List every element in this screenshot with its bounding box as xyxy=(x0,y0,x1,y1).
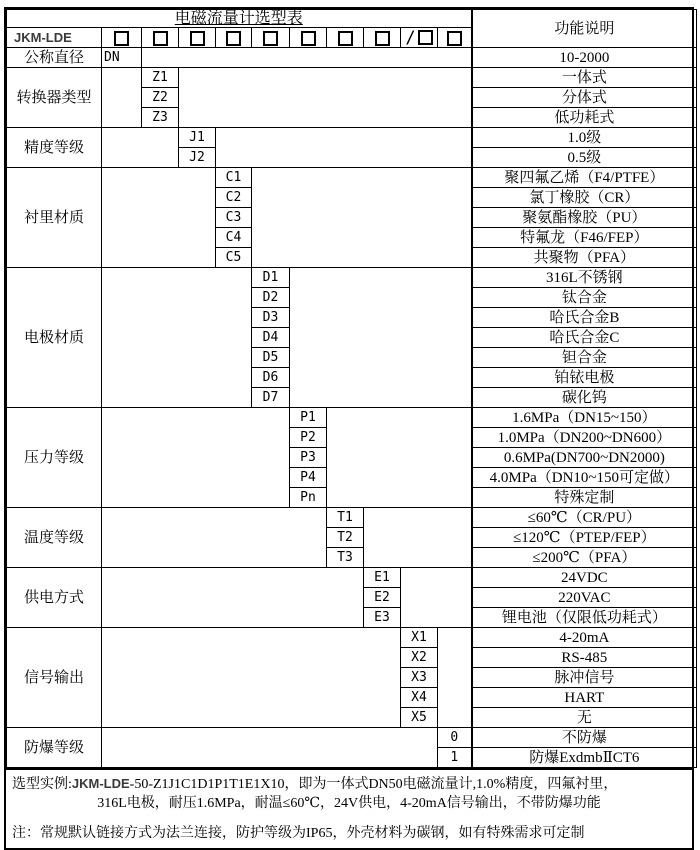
code-x1: X1 xyxy=(401,628,438,648)
desc-e1: 24VDC xyxy=(472,568,697,588)
code-x4: X4 xyxy=(401,688,438,708)
spacer-cell xyxy=(401,568,472,628)
code-d3: D3 xyxy=(252,308,290,328)
category-power-supply: 供电方式 xyxy=(7,568,102,628)
desc-t1: ≤60℃（CR/PU） xyxy=(472,508,697,528)
code-t3: T3 xyxy=(327,548,364,568)
desc-t3: ≤200℃（PFA） xyxy=(472,548,697,568)
selection-table xyxy=(6,9,697,768)
spacer-cell xyxy=(102,168,216,268)
spacer-cell xyxy=(102,128,179,168)
spacer-cell xyxy=(216,128,472,168)
spacer-cell xyxy=(102,628,401,728)
code-p2: P2 xyxy=(290,428,327,448)
desc-d6: 铂铱电极 xyxy=(472,368,697,388)
desc-e3: 锂电池（仅限低功耗式） xyxy=(472,608,697,628)
spacer-cell xyxy=(252,168,472,268)
spacer-cell xyxy=(364,508,472,568)
spacer-cell xyxy=(102,68,142,128)
category-nominal-diameter: 公称直径 xyxy=(7,48,102,68)
model-checkbox-cell-2[interactable] xyxy=(142,28,179,48)
code-z3: Z3 xyxy=(142,108,179,128)
desc-d1: 316L不锈钢 xyxy=(472,268,697,288)
desc-e2: 220VAC xyxy=(472,588,697,608)
spacer-cell xyxy=(102,508,327,568)
code-c5: C5 xyxy=(216,248,252,268)
desc-c2: 氯丁橡胶（CR） xyxy=(472,188,697,208)
desc-z2: 分体式 xyxy=(472,88,697,108)
slash-separator: / xyxy=(405,27,416,48)
selection-sheet xyxy=(4,7,694,850)
desc-ex1: 防爆ExdmbⅡCT6 xyxy=(472,748,697,768)
spacer-cell xyxy=(102,408,290,508)
desc-d5: 钽合金 xyxy=(472,348,697,368)
desc-x1: 4-20mA xyxy=(472,628,697,648)
code-j1: J1 xyxy=(179,128,216,148)
desc-p1: 1.6MPa（DN15~150） xyxy=(472,408,697,428)
code-d5: D5 xyxy=(252,348,290,368)
desc-d4: 哈氏合金C xyxy=(472,328,697,348)
code-t2: T2 xyxy=(327,528,364,548)
desc-x5: 无 xyxy=(472,708,697,728)
checkbox-icon xyxy=(263,31,278,46)
example-model-code: JKM-LDE xyxy=(71,776,130,791)
category-accuracy-class: 精度等级 xyxy=(7,128,102,168)
code-c1: C1 xyxy=(216,168,252,188)
code-z2: Z2 xyxy=(142,88,179,108)
desc-x2: RS-485 xyxy=(472,648,697,668)
code-e2: E2 xyxy=(364,588,401,608)
spacer-cell xyxy=(102,268,252,408)
model-checkbox-cell-8[interactable] xyxy=(364,28,401,48)
category-converter-type: 转换器类型 xyxy=(7,68,102,128)
code-x3: X3 xyxy=(401,668,438,688)
desc-p4: 4.0MPa（DN10~150可定做） xyxy=(472,468,697,488)
category-temperature-rating: 温度等级 xyxy=(7,508,102,568)
desc-d3: 哈氏合金B xyxy=(472,308,697,328)
desc-c1: 聚四氟乙烯（F4/PTFE） xyxy=(472,168,697,188)
model-checkbox-cell-5[interactable] xyxy=(252,28,290,48)
checkbox-icon xyxy=(153,31,168,46)
checkbox-icon xyxy=(338,31,353,46)
spacer-cell xyxy=(438,628,472,728)
spacer-cell xyxy=(142,48,472,68)
footer-notes xyxy=(6,768,692,848)
code-p1: P1 xyxy=(290,408,327,428)
category-electrode-material: 电极材质 xyxy=(7,268,102,408)
model-checkbox-cell-9[interactable] xyxy=(401,28,438,48)
note-line: 注：常规默认链接方式为法兰连接，防护等级为IP65，外壳材料为碳钢，如有特殊需求可定制 xyxy=(12,826,585,841)
checkbox-icon xyxy=(301,31,316,46)
model-checkbox-cell-4[interactable] xyxy=(216,28,252,48)
checkbox-icon xyxy=(226,31,241,46)
spacer-cell xyxy=(102,568,364,628)
example-label: 选型实例: xyxy=(12,777,72,792)
code-z1: Z1 xyxy=(142,68,179,88)
desc-t2: ≤120℃（PTEP/FEP） xyxy=(472,528,697,548)
code-e1: E1 xyxy=(364,568,401,588)
desc-c5: 共聚物（PFA） xyxy=(472,248,697,268)
code-t1: T1 xyxy=(327,508,364,528)
code-d4: D4 xyxy=(252,328,290,348)
desc-dn: 10-2000 xyxy=(472,48,697,68)
code-ex0: 0 xyxy=(438,728,472,748)
desc-x4: HART xyxy=(472,688,697,708)
code-d6: D6 xyxy=(252,368,290,388)
desc-d2: 钛合金 xyxy=(472,288,697,308)
desc-z3: 低功耗式 xyxy=(472,108,697,128)
model-prefix: JKM-LDE xyxy=(7,28,102,48)
category-lining-material: 衬里材质 xyxy=(7,168,102,268)
code-x2: X2 xyxy=(401,648,438,668)
page-title: 电磁流量计选型表 xyxy=(7,10,472,28)
code-x5: X5 xyxy=(401,708,438,728)
desc-p3: 0.6MPa(DN700~DN2000) xyxy=(472,448,697,468)
spacer-cell xyxy=(327,408,472,508)
code-c4: C4 xyxy=(216,228,252,248)
desc-z1: 一体式 xyxy=(472,68,697,88)
desc-c4: 特氟龙（F46/FEP） xyxy=(472,228,697,248)
checkbox-icon xyxy=(114,31,129,46)
model-checkbox-cell-10[interactable] xyxy=(438,28,472,48)
model-checkbox-cell-7[interactable] xyxy=(327,28,364,48)
spacer-cell xyxy=(179,68,472,128)
desc-j2: 0.5级 xyxy=(472,148,697,168)
desc-x3: 脉冲信号 xyxy=(472,668,697,688)
code-c2: C2 xyxy=(216,188,252,208)
code-dn: DN xyxy=(102,48,142,68)
function-column-header: 功能说明 xyxy=(472,10,697,48)
desc-pn: 特殊定制 xyxy=(472,488,697,508)
category-pressure-rating: 压力等级 xyxy=(7,408,102,508)
code-d1: D1 xyxy=(252,268,290,288)
spacer-cell xyxy=(102,728,438,768)
category-signal-output: 信号输出 xyxy=(7,628,102,728)
code-p4: P4 xyxy=(290,468,327,488)
model-checkbox-cell-6[interactable] xyxy=(290,28,327,48)
desc-d7: 碳化钨 xyxy=(472,388,697,408)
model-checkbox-cell-1[interactable] xyxy=(102,28,142,48)
desc-j1: 1.0级 xyxy=(472,128,697,148)
model-checkbox-cell-3[interactable] xyxy=(179,28,216,48)
example-text: -50-Z1J1C1D1P1T1E1X10，即为一体式DN50电磁流量计,1.0%精度，四氟衬里， xyxy=(129,777,618,792)
code-c3: C3 xyxy=(216,208,252,228)
category-explosion-proof: 防爆等级 xyxy=(7,728,102,768)
selection-example-line1 xyxy=(12,774,686,794)
code-p3: P3 xyxy=(290,448,327,468)
code-d2: D2 xyxy=(252,288,290,308)
code-e3: E3 xyxy=(364,608,401,628)
checkbox-icon xyxy=(375,31,390,46)
checkbox-icon xyxy=(190,31,205,46)
desc-ex0: 不防爆 xyxy=(472,728,697,748)
code-pn: Pn xyxy=(290,488,327,508)
code-d7: D7 xyxy=(252,388,290,408)
code-ex1: 1 xyxy=(438,748,472,768)
desc-c3: 聚氨酯橡胶（PU） xyxy=(472,208,697,228)
desc-p2: 1.0MPa（DN200~DN600） xyxy=(472,428,697,448)
spacer-cell xyxy=(290,268,472,408)
selection-example-line2: 316L电极，耐压1.6MPa，耐温≤60℃，24V供电，4-20mA信号输出，不带防爆功能 xyxy=(97,796,601,811)
checkbox-icon xyxy=(418,30,433,45)
code-j2: J2 xyxy=(179,148,216,168)
checkbox-icon xyxy=(447,31,462,46)
